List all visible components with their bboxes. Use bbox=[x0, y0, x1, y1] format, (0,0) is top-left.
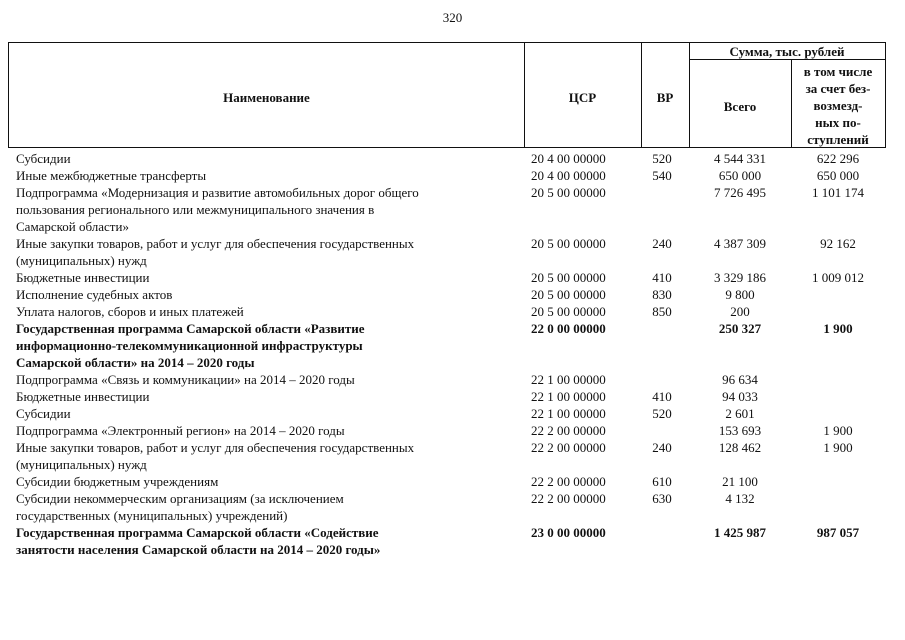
row-name bbox=[16, 184, 521, 235]
row-csr: 20 4 00 00000 bbox=[531, 168, 606, 183]
row-name bbox=[16, 388, 521, 405]
row-total: 1 425 987 bbox=[714, 525, 766, 540]
row-name bbox=[16, 422, 521, 439]
row-name-line: Государственная программа Самарской области «Содействие bbox=[16, 525, 379, 540]
header-bv-line: в том числе bbox=[803, 64, 873, 79]
row-vr: 850 bbox=[652, 304, 672, 319]
row-total: 650 000 bbox=[718, 168, 762, 183]
row-name bbox=[16, 167, 521, 184]
row-csr: 20 5 00 00000 bbox=[531, 236, 606, 251]
row-csr: 20 5 00 00000 bbox=[531, 185, 606, 200]
row-csr: 20 5 00 00000 bbox=[531, 270, 606, 285]
row-name-line: Иные закупки товаров, работ и услуг для обеспечения государственных bbox=[16, 236, 415, 251]
header-bv-line: возмезд- bbox=[813, 98, 863, 113]
row-total: 4 132 bbox=[725, 491, 755, 506]
row-csr: 22 1 00 00000 bbox=[531, 406, 606, 421]
row-name-line: Подпрограмма «Связь и коммуникации» на 2014 – 2020 годы bbox=[16, 372, 355, 387]
row-vr: 610 bbox=[652, 474, 672, 489]
row-vr: 830 bbox=[652, 287, 672, 302]
header-total: Всего bbox=[723, 99, 757, 114]
row-name bbox=[16, 490, 521, 524]
row-name-line: (муниципальных) нужд bbox=[16, 253, 147, 268]
row-vr: 240 bbox=[652, 236, 672, 251]
row-total: 2 601 bbox=[725, 406, 755, 421]
row-total: 4 387 309 bbox=[714, 236, 766, 251]
row-total: 96 634 bbox=[722, 372, 758, 387]
row-csr: 20 4 00 00000 bbox=[531, 151, 606, 166]
row-vr: 540 bbox=[652, 168, 672, 183]
row-name-line: Подпрограмма «Электронный регион» на 2014 – 2020 годы bbox=[16, 423, 345, 438]
row-name-line: Государственная программа Самарской области «Развитие bbox=[16, 321, 365, 336]
row-name-line: государственных (муниципальных) учреждений) bbox=[16, 508, 288, 523]
row-total: 128 462 bbox=[718, 440, 762, 455]
row-total: 7 726 495 bbox=[714, 185, 766, 200]
row-name-line: занятости населения Самарской области на 2014 – 2020 годы» bbox=[16, 542, 381, 557]
row-csr: 20 5 00 00000 bbox=[531, 287, 606, 302]
row-total: 21 100 bbox=[722, 474, 758, 489]
row-csr: 23 0 00 00000 bbox=[531, 525, 606, 540]
row-name bbox=[16, 150, 521, 167]
row-total: 200 bbox=[730, 304, 750, 319]
row-csr: 22 0 00 00000 bbox=[531, 321, 606, 336]
row-bv: 1 900 bbox=[823, 423, 853, 438]
header-vr: ВР bbox=[656, 90, 674, 105]
row-bv: 1 009 012 bbox=[812, 270, 864, 285]
row-name bbox=[16, 405, 521, 422]
row-total: 153 693 bbox=[718, 423, 762, 438]
row-bv: 622 296 bbox=[816, 151, 860, 166]
header-bv-line: ных по- bbox=[815, 115, 861, 130]
row-vr: 410 bbox=[652, 270, 672, 285]
page-number: 320 bbox=[442, 10, 463, 25]
row-csr: 22 2 00 00000 bbox=[531, 440, 606, 455]
table-header bbox=[8, 42, 886, 148]
row-name-line: Иные закупки товаров, работ и услуг для обеспечения государственных bbox=[16, 440, 415, 455]
row-name bbox=[16, 439, 521, 473]
row-csr: 22 2 00 00000 bbox=[531, 491, 606, 506]
row-name-line: Самарской области» на 2014 – 2020 годы bbox=[16, 355, 255, 370]
row-name-line: Уплата налогов, сборов и иных платежей bbox=[16, 304, 244, 319]
row-name-line: информационно-телекоммуникационной инфраструктуры bbox=[16, 338, 363, 353]
row-name bbox=[16, 303, 521, 320]
row-bv: 1 900 bbox=[823, 440, 853, 455]
row-name-line: пользования регионального или межмуниципального значения в bbox=[16, 202, 375, 217]
row-vr: 630 bbox=[652, 491, 672, 506]
row-name-line: Подпрограмма «Модернизация и развитие автомобильных дорог общего bbox=[16, 185, 419, 200]
row-vr: 520 bbox=[652, 406, 672, 421]
row-name bbox=[16, 320, 521, 371]
row-name bbox=[16, 524, 521, 558]
header-sum: Сумма, тыс. рублей bbox=[729, 44, 845, 59]
row-csr: 20 5 00 00000 bbox=[531, 304, 606, 319]
header-name: Наименование bbox=[223, 90, 310, 105]
row-name bbox=[16, 235, 521, 269]
row-csr: 22 1 00 00000 bbox=[531, 372, 606, 387]
row-name bbox=[16, 286, 521, 303]
row-vr: 240 bbox=[652, 440, 672, 455]
row-name-line: Самарской области» bbox=[16, 219, 129, 234]
row-name-line: Субсидии bbox=[16, 406, 71, 421]
row-total: 4 544 331 bbox=[714, 151, 766, 166]
row-name-line: (муниципальных) нужд bbox=[16, 457, 147, 472]
row-bv: 650 000 bbox=[816, 168, 860, 183]
row-name-line: Исполнение судебных актов bbox=[16, 287, 173, 302]
row-total: 3 329 186 bbox=[714, 270, 766, 285]
row-bv: 92 162 bbox=[820, 236, 856, 251]
row-bv: 987 057 bbox=[816, 525, 860, 540]
row-total: 250 327 bbox=[718, 321, 762, 336]
row-name bbox=[16, 371, 521, 388]
row-total: 9 800 bbox=[725, 287, 755, 302]
row-name-line: Иные межбюджетные трансферты bbox=[16, 168, 207, 183]
row-total: 94 033 bbox=[722, 389, 758, 404]
row-vr: 410 bbox=[652, 389, 672, 404]
row-name bbox=[16, 473, 521, 490]
row-csr: 22 2 00 00000 bbox=[531, 423, 606, 438]
row-name-line: Субсидии некоммерческим организациям (за исключением bbox=[16, 491, 344, 506]
row-csr: 22 2 00 00000 bbox=[531, 474, 606, 489]
header-bv-line: ступлений bbox=[807, 132, 869, 147]
row-bv: 1 900 bbox=[823, 321, 853, 336]
header-csr: ЦСР bbox=[568, 90, 597, 105]
row-name-line: Субсидии bbox=[16, 151, 71, 166]
row-name-line: Бюджетные инвестиции bbox=[16, 389, 150, 404]
row-bv: 1 101 174 bbox=[812, 185, 864, 200]
header-bv bbox=[791, 63, 885, 148]
header-bv-line: за счет без- bbox=[805, 81, 871, 96]
row-name bbox=[16, 269, 521, 286]
row-name-line: Субсидии бюджетным учреждениям bbox=[16, 474, 219, 489]
row-name-line: Бюджетные инвестиции bbox=[16, 270, 150, 285]
row-vr: 520 bbox=[652, 151, 672, 166]
row-csr: 22 1 00 00000 bbox=[531, 389, 606, 404]
